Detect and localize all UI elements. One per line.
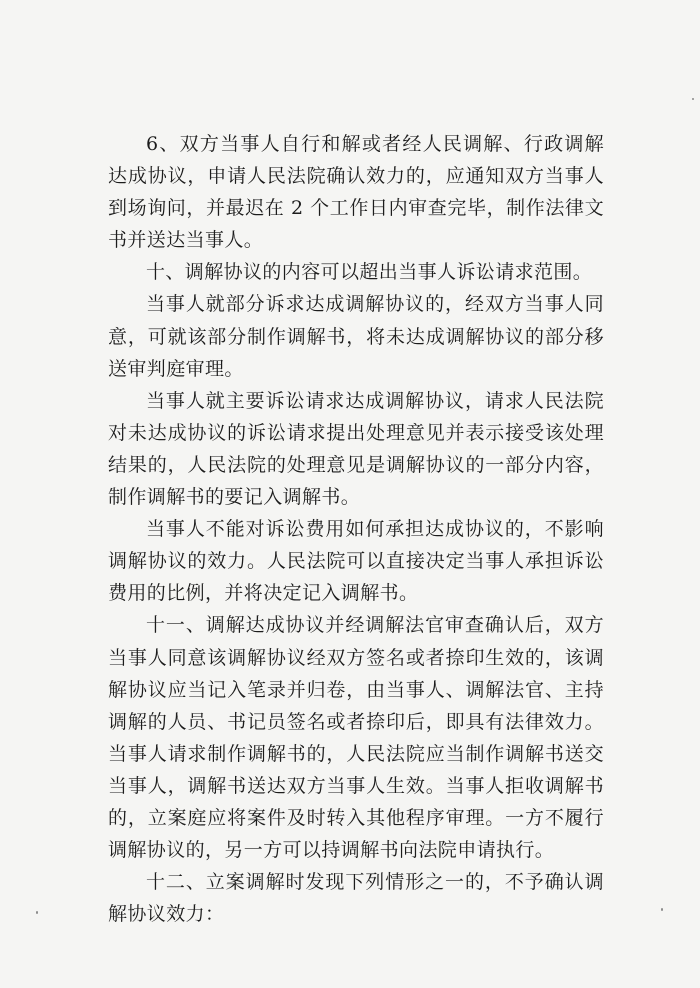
scan-speck xyxy=(692,98,694,100)
paragraph-main-claims: 当事人就主要诉讼请求达成调解协议，请求人民法院对未达成协议的诉讼请求提出处理意见并表示接受该处理结果的，人民法院的处理意见是调解协议的一部分内容，制作调解书的要记入调解书。 xyxy=(108,389,604,509)
scan-speck xyxy=(36,911,38,914)
paragraph-item-6-confirmation: 6、双方当事人自行和解或者经人民调解、行政调解达成协议，申请人民法院确认效力的，应通知双方当事人到场询问，并最迟在 2 个工作日内审查完毕，制作法律文书并送达当事人。 xyxy=(108,133,604,252)
document-body xyxy=(108,128,604,930)
paragraph-litigation-costs: 当事人不能对诉讼费用如何承担达成协议的，不影响调解协议的效力。人民法院可以直接决定当事人承担诉讼费用的比例，并将决定记入调解书。 xyxy=(108,518,604,605)
paragraph-clause-11: 十一、调解达成协议并经调解法官审查确认后，双方当事人同意该调解协议经双方签名或者捺印生效的，该调解协议应当记入笔录并归卷，由当事人、调解法官、主持调解的人员、书记员签名或者捺印后，即具有法律效力。当事人请求制作调解书的，人民法院应当制作调解书送交当事人，调解书送达双方当事人生效。当事人拒收调解书的，立案庭应将案件及时转入其他程序审理。一方不履行调解协议的，另一方可以持调解书向法院申请执行。 xyxy=(108,614,604,862)
scan-speck xyxy=(661,908,663,911)
paragraph-partial-claims: 当事人就部分诉求达成调解协议的，经双方当事人同意，可就该部分制作调解书，将未达成调解协议的部分移送审判庭审理。 xyxy=(108,293,604,380)
paragraph-clause-10-heading: 十、调解协议的内容可以超出当事人诉讼请求范围。 xyxy=(146,261,593,284)
paragraph-clause-12-heading: 十二、立案调解时发现下列情形之一的，不予确认调解协议效力： xyxy=(108,871,604,926)
